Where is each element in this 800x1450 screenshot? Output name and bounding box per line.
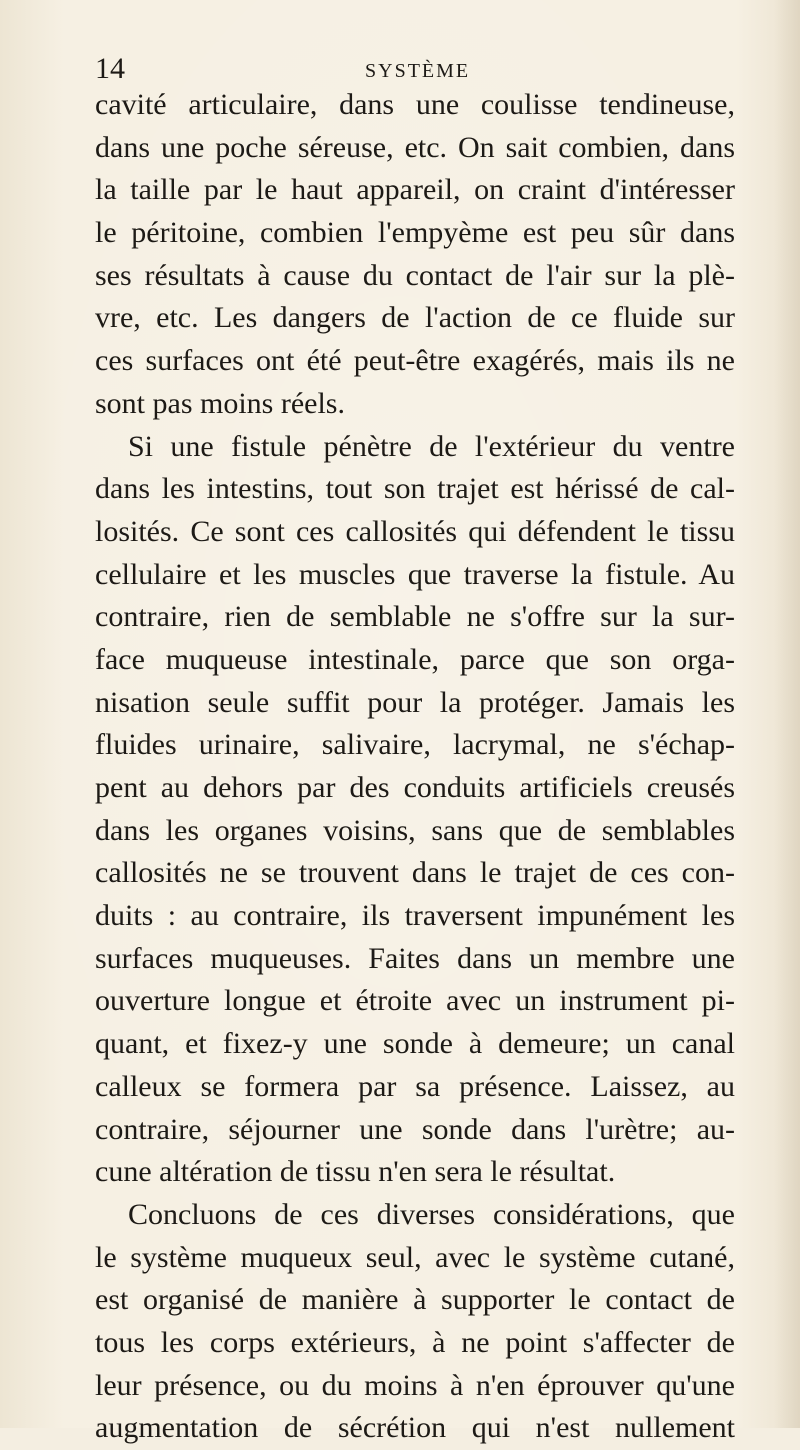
text-line: vre, etc. Les dangers de l'action de ce fluide sur [95,301,735,335]
text-line: contraire, séjourner une sonde dans l'urètre; au- [95,1112,735,1146]
text-line: quant, et fixez-y une sonde à demeure; un canal [95,1027,735,1061]
text-line: le péritoine, combien l'empyème est peu sûr dans [95,216,735,250]
text-line: sont pas moins réels. [95,386,345,420]
text-line: nisation seule suffit pour la protéger. Jamais les [95,685,735,719]
text-line: pent au dehors par des conduits artificiels creusés [95,771,735,804]
body-text [95,84,735,1450]
text-line: la taille par le haut appareil, on craint d'intéresser [95,173,735,207]
text-line: ouverture longue et étroite avec un instrument pi- [95,984,735,1018]
running-head: SYSTÈME [365,60,471,82]
text-line: leur présence, ou du moins à n'en éprouver qu'une [95,1368,735,1402]
text-line: face muqueuse intestinale, parce que son orga- [95,642,735,676]
text-line: dans les organes voisins, sans que de semblables [95,813,735,847]
text-line: cellulaire et les muscles que traverse la fistule. Au [95,557,735,591]
text-line: ces surfaces ont été peut-être exagérés, mais ils ne [95,344,735,378]
text-line: cavité articulaire, dans une coulisse tendineuse, [95,88,735,121]
text-line: cune altération de tissu n'en sera le résultat. [95,1155,616,1189]
text-line: contraire, rien de semblable ne s'offre sur la sur- [95,600,735,634]
text-line: losités. Ce sont ces callosités qui défendent le tissu [95,514,735,548]
text-line: Si une fistule pénètre de l'extérieur du ventre [128,429,735,463]
text-line: le système muqueux seul, avec le système cutané, [95,1240,735,1274]
text-line: duits : au contraire, ils traversent impunément les [95,899,735,933]
text-line: dans une poche séreuse, etc. On sait combien, dans [95,130,735,164]
text-line: augmentation de sécrétion qui n'est nullement [95,1411,735,1445]
text-line: ses résultats à cause du contact de l'air sur la plè- [95,258,735,292]
text-line: calleux se formera par sa présence. Laissez, au [95,1069,735,1103]
page-number: 14 [95,52,125,85]
text-line: Concluons de ces diverses considérations, que [128,1197,735,1231]
text-line: est organisé de manière à supporter le contact de [95,1283,735,1317]
text-line: callosités ne se trouvent dans le trajet de ces con- [95,856,735,890]
page-edge-shadow [774,0,800,1428]
page-header [95,52,735,86]
text-line: tous les corps extérieurs, à ne point s'affecter de [95,1325,735,1359]
text-line: dans les intestins, tout son trajet est hérissé de cal- [95,472,735,506]
text-line: fluides urinaire, salivaire, lacrymal, ne s'échap- [95,728,735,762]
text-line: surfaces muqueuses. Faites dans un membre une [95,941,735,975]
